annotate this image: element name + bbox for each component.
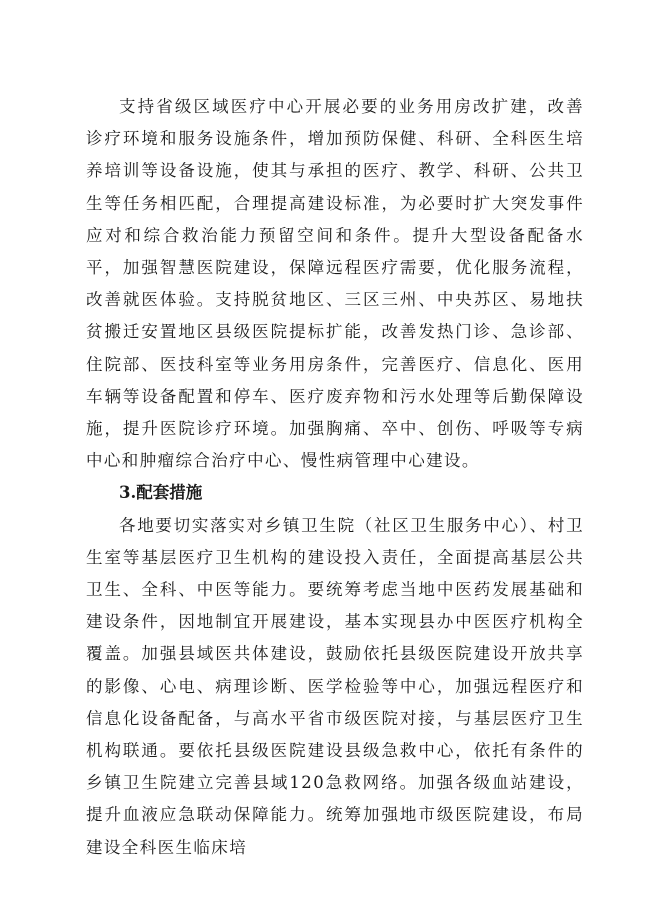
document-body: [86, 91, 584, 864]
section-heading: 3.配套措施: [119, 483, 203, 503]
body-paragraph: 支持省级区域医疗中心开展必要的业务用房改扩建，改善诊疗环境和服务设施条件，增加预防保健、科研、全科医生培养培训等设备设施，使其与承担的医疗、教学、科研、公共卫生等任务相匹配，合理提高建设标准，为必要时扩大突发事件应对和综合救治能力预留空间和条件。提升大型设备配备水平，加强智慧医院建设，保障远程医疗需要，优化服务流程，改善就医体验。支持脱贫地区、三区三州、中央苏区、易地扶贫搬迁安置地区县级医院提标扩能，改善发热门诊、急诊部、住院部、医技科室等业务用房条件，完善医疗、信息化、医用车辆等设备配置和停车、医疗废弃物和污水处理等后勤保障设施，提升医院诊疗环境。加强胸痛、卒中、创伤、呼吸等专病中心和肿瘤综合治疗中心、慢性病管理中心建设。: [86, 97, 584, 471]
body-paragraph: 各地要切实落实对乡镇卫生院（社区卫生服务中心）、村卫生室等基层医疗卫生机构的建设投入责任，全面提高基层公共卫生、全科、中医等能力。要统筹考虑当地中医药发展基础和建设条件，因地制宜开展建设，基本实现县办中医医疗机构全覆盖。加强县域医共体建设，鼓励依托县级医院建设开放共享的影像、心电、病理诊断、医学检验等中心，加强远程医疗和信息化设备配备，与高水平省市级医院对接，与基层医疗卫生机构联通。要依托县级医院建设县级急救中心，依托有条件的乡镇卫生院建立完善县域120急救网络。加强各级血站建设，提升血液应急联动保障能力。统筹加强地市级医院建设，布局建设全科医生临床培: [86, 515, 584, 857]
